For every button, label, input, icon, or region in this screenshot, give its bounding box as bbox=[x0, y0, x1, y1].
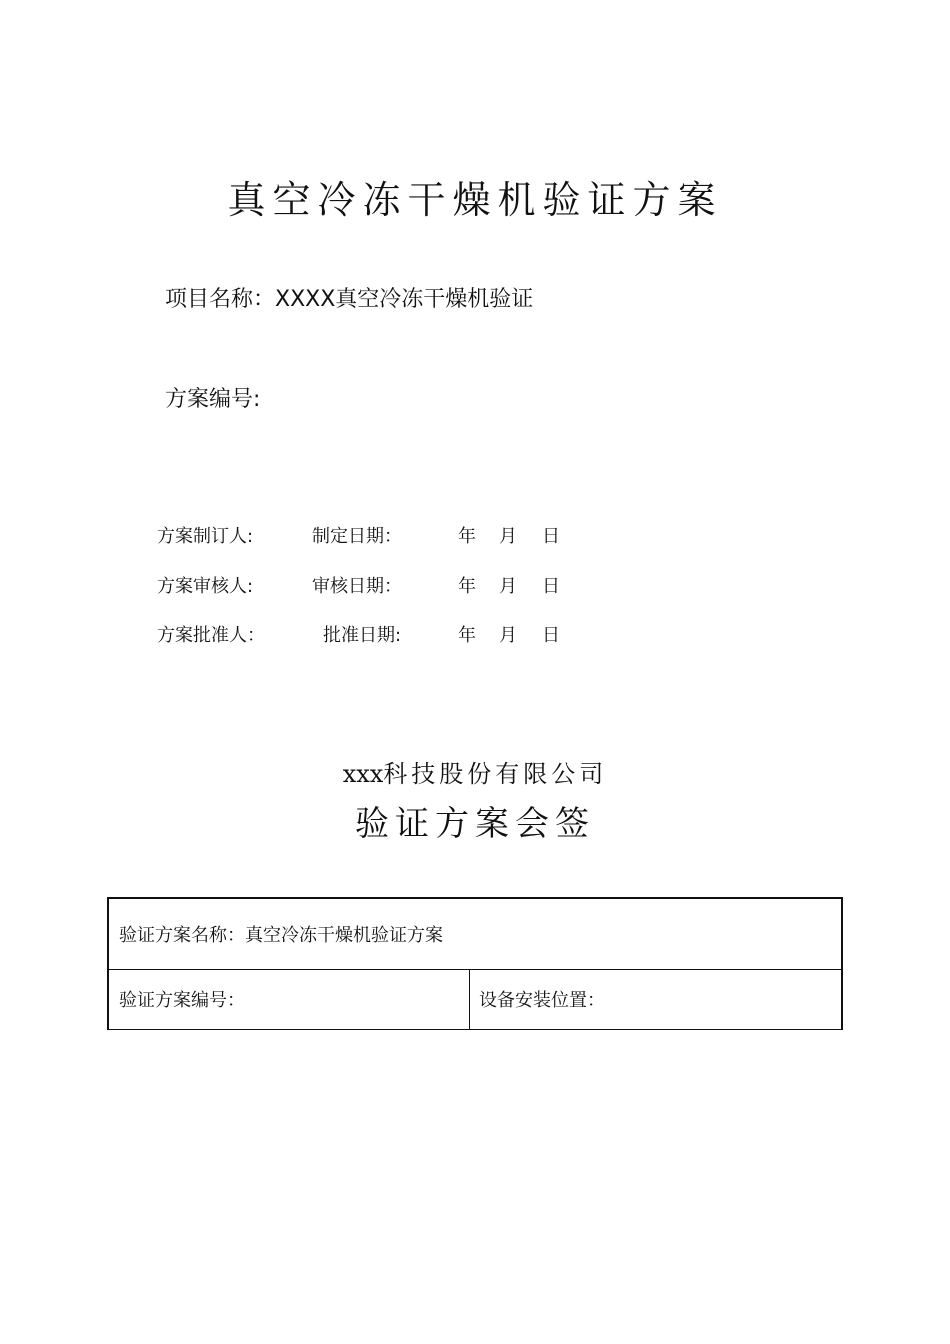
plan-number-label: 方案编号: bbox=[165, 387, 261, 412]
install-location-cell: 设备安装位置： bbox=[479, 990, 605, 1011]
plan-number-cell: 验证方案编号： bbox=[119, 990, 245, 1011]
plan-name-value: 真空冷冻干燥机验证方案 bbox=[245, 925, 443, 946]
review-month-unit: 月 bbox=[499, 576, 517, 597]
draft-month-unit: 月 bbox=[499, 526, 517, 547]
drafter-label: 方案制订人: bbox=[157, 526, 254, 547]
project-name-value: XXXX真空冷冻干燥机验证 bbox=[275, 287, 534, 312]
approve-month-unit: 月 bbox=[499, 625, 517, 646]
project-name-line bbox=[165, 286, 533, 314]
review-day-unit: 日 bbox=[542, 576, 560, 597]
plan-name-cell bbox=[119, 924, 443, 948]
plan-number-line bbox=[165, 386, 260, 414]
draft-date-label: 制定日期： bbox=[312, 526, 402, 547]
cell-divider bbox=[469, 970, 470, 1029]
approve-day-unit: 日 bbox=[542, 625, 560, 646]
reviewer-label: 方案审核人: bbox=[157, 576, 254, 597]
company-name-text: 科技股份有限公司 bbox=[383, 760, 608, 788]
plan-name-label: 验证方案名称： bbox=[119, 925, 245, 946]
countersign-title: 验证方案会签 bbox=[355, 804, 595, 844]
review-year-unit: 年 bbox=[458, 576, 476, 597]
company-name bbox=[0, 759, 950, 789]
company-prefix: xxx bbox=[342, 760, 384, 788]
approve-date-label: 批准日期: bbox=[323, 625, 402, 646]
review-date-label: 审核日期： bbox=[312, 576, 402, 597]
countersign-table bbox=[107, 897, 843, 1030]
table-row bbox=[109, 970, 841, 1029]
draft-day-unit: 日 bbox=[542, 526, 560, 547]
project-name-label: 项目名称： bbox=[165, 287, 276, 312]
draft-year-unit: 年 bbox=[458, 526, 476, 547]
table-row bbox=[109, 899, 841, 970]
approver-label: 方案批准人： bbox=[157, 625, 265, 646]
approve-year-unit: 年 bbox=[458, 625, 476, 646]
document-title: 真空冷冻干燥机验证方案 bbox=[227, 178, 723, 222]
